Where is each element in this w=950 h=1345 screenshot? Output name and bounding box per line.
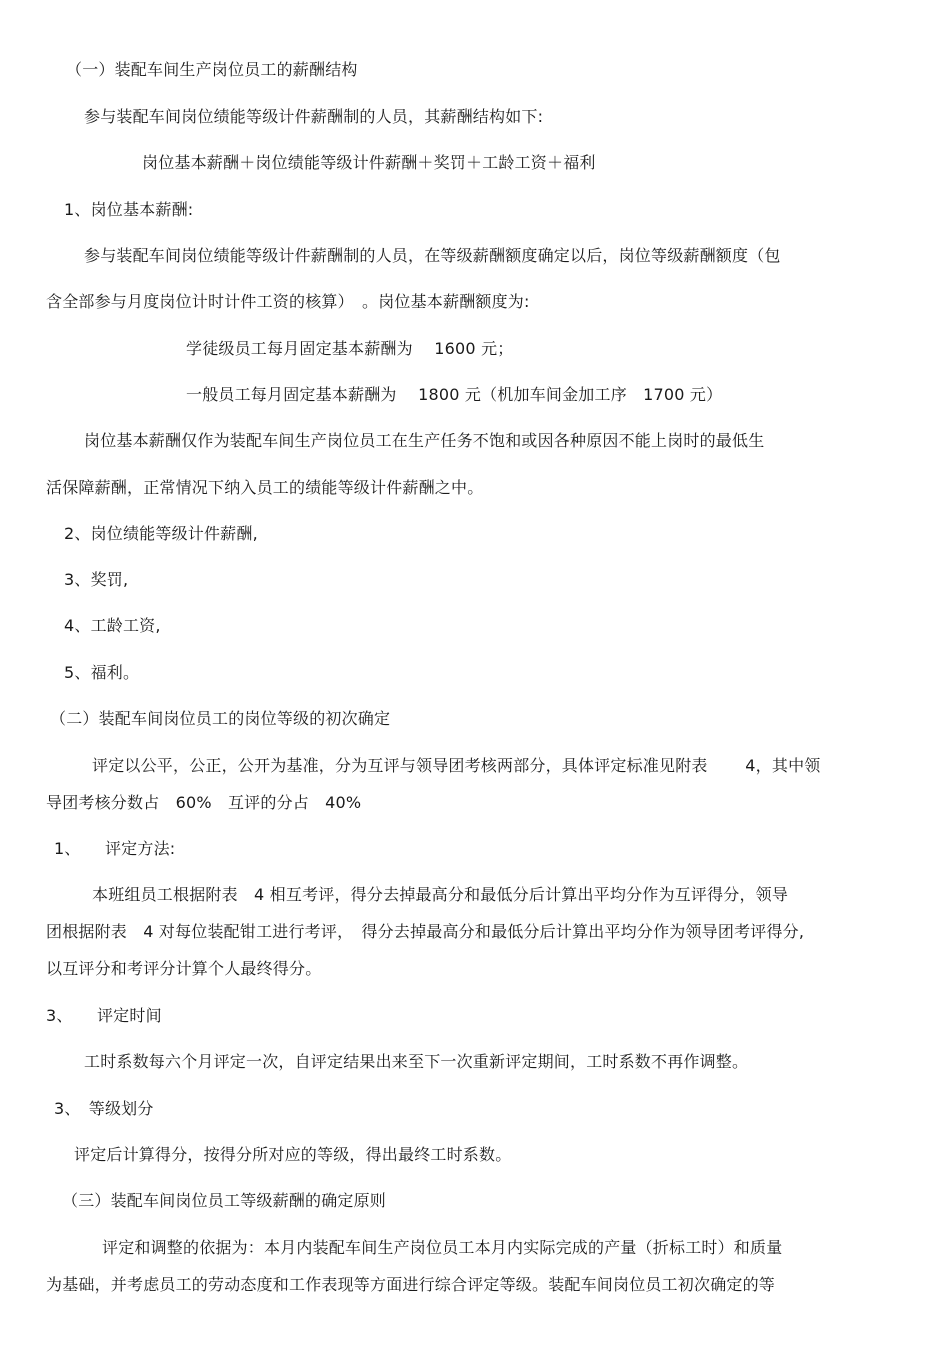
paragraph-line: 导团考核分数占 60% 互评的分占 40% <box>46 793 362 812</box>
paragraph-line: 评定和调整的依据为：本月内装配车间生产岗位员工本月内实际完成的产量（折标工时）和质量 <box>102 1238 783 1257</box>
paragraph-line: 岗位基本薪酬仅作为装配车间生产岗位员工在生产任务不饱和或因各种原因不能上岗时的最低生 <box>84 431 765 450</box>
paragraph-line: 团根据附表 4 对每位装配钳工进行考评， 得分去掉最高分和最低分后计算出平均分作为领导团考评得分, <box>46 922 805 941</box>
paragraph-line: 含全部参与月度岗位计时计件工资的核算） 。岗位基本薪酬额度为: <box>46 292 530 311</box>
salary-general-line: 一般员工每月固定基本薪酬为 1800 元（机加车间金加工序 1700 元） <box>186 385 723 404</box>
list-item-1: 1、岗位基本薪酬: <box>64 200 194 219</box>
list-item-method: 1、 评定方法: <box>54 839 176 858</box>
list-item-3: 3、奖罚, <box>64 570 129 589</box>
list-item-5: 5、福利。 <box>64 663 140 682</box>
section-heading-2: （二）装配车间岗位员工的岗位等级的初次确定 <box>50 709 391 728</box>
list-item-2: 2、岗位绩能等级计件薪酬, <box>64 524 258 543</box>
paragraph-line: 参与装配车间岗位绩能等级计件薪酬制的人员，其薪酬结构如下: <box>84 107 544 126</box>
section-heading-3: （三）装配车间岗位员工等级薪酬的确定原则 <box>62 1191 387 1210</box>
formula-line: 岗位基本薪酬＋岗位绩能等级计件薪酬＋奖罚＋工龄工资＋福利 <box>142 153 596 172</box>
section-heading-1: （一）装配车间生产岗位员工的薪酬结构 <box>66 60 358 79</box>
paragraph-line: 工时系数每六个月评定一次，自评定结果出来至下一次重新评定期间，工时系数不再作调整。 <box>84 1052 749 1071</box>
paragraph-line: 参与装配车间岗位绩能等级计件薪酬制的人员，在等级薪酬额度确定以后，岗位等级薪酬额度（包 <box>84 246 781 265</box>
paragraph-line: 为基础，并考虑员工的劳动态度和工作表现等方面进行综合评定等级。装配车间岗位员工初次确定的等 <box>46 1275 776 1294</box>
paragraph-line: 活保障薪酬，正常情况下纳入员工的绩能等级计件薪酬之中。 <box>46 478 484 497</box>
paragraph-line: 以互评分和考评分计算个人最终得分。 <box>46 959 322 978</box>
paragraph-line: 本班组员工根据附表 4 相互考评，得分去掉最高分和最低分后计算出平均分作为互评得分，领导 <box>92 885 789 904</box>
list-item-time: 3、 评定时间 <box>46 1006 162 1025</box>
list-item-4: 4、工龄工资, <box>64 616 161 635</box>
paragraph-line: 评定后计算得分，按得分所对应的等级，得出最终工时系数。 <box>74 1145 512 1164</box>
salary-apprentice-line: 学徒级员工每月固定基本薪酬为 1600 元； <box>186 339 514 358</box>
paragraph-line: 评定以公平，公正，公开为基准，分为互评与领导团考核两部分，具体评定标准见附表 4，其中领 <box>92 756 821 775</box>
list-item-grade: 3、 等级划分 <box>54 1099 154 1118</box>
